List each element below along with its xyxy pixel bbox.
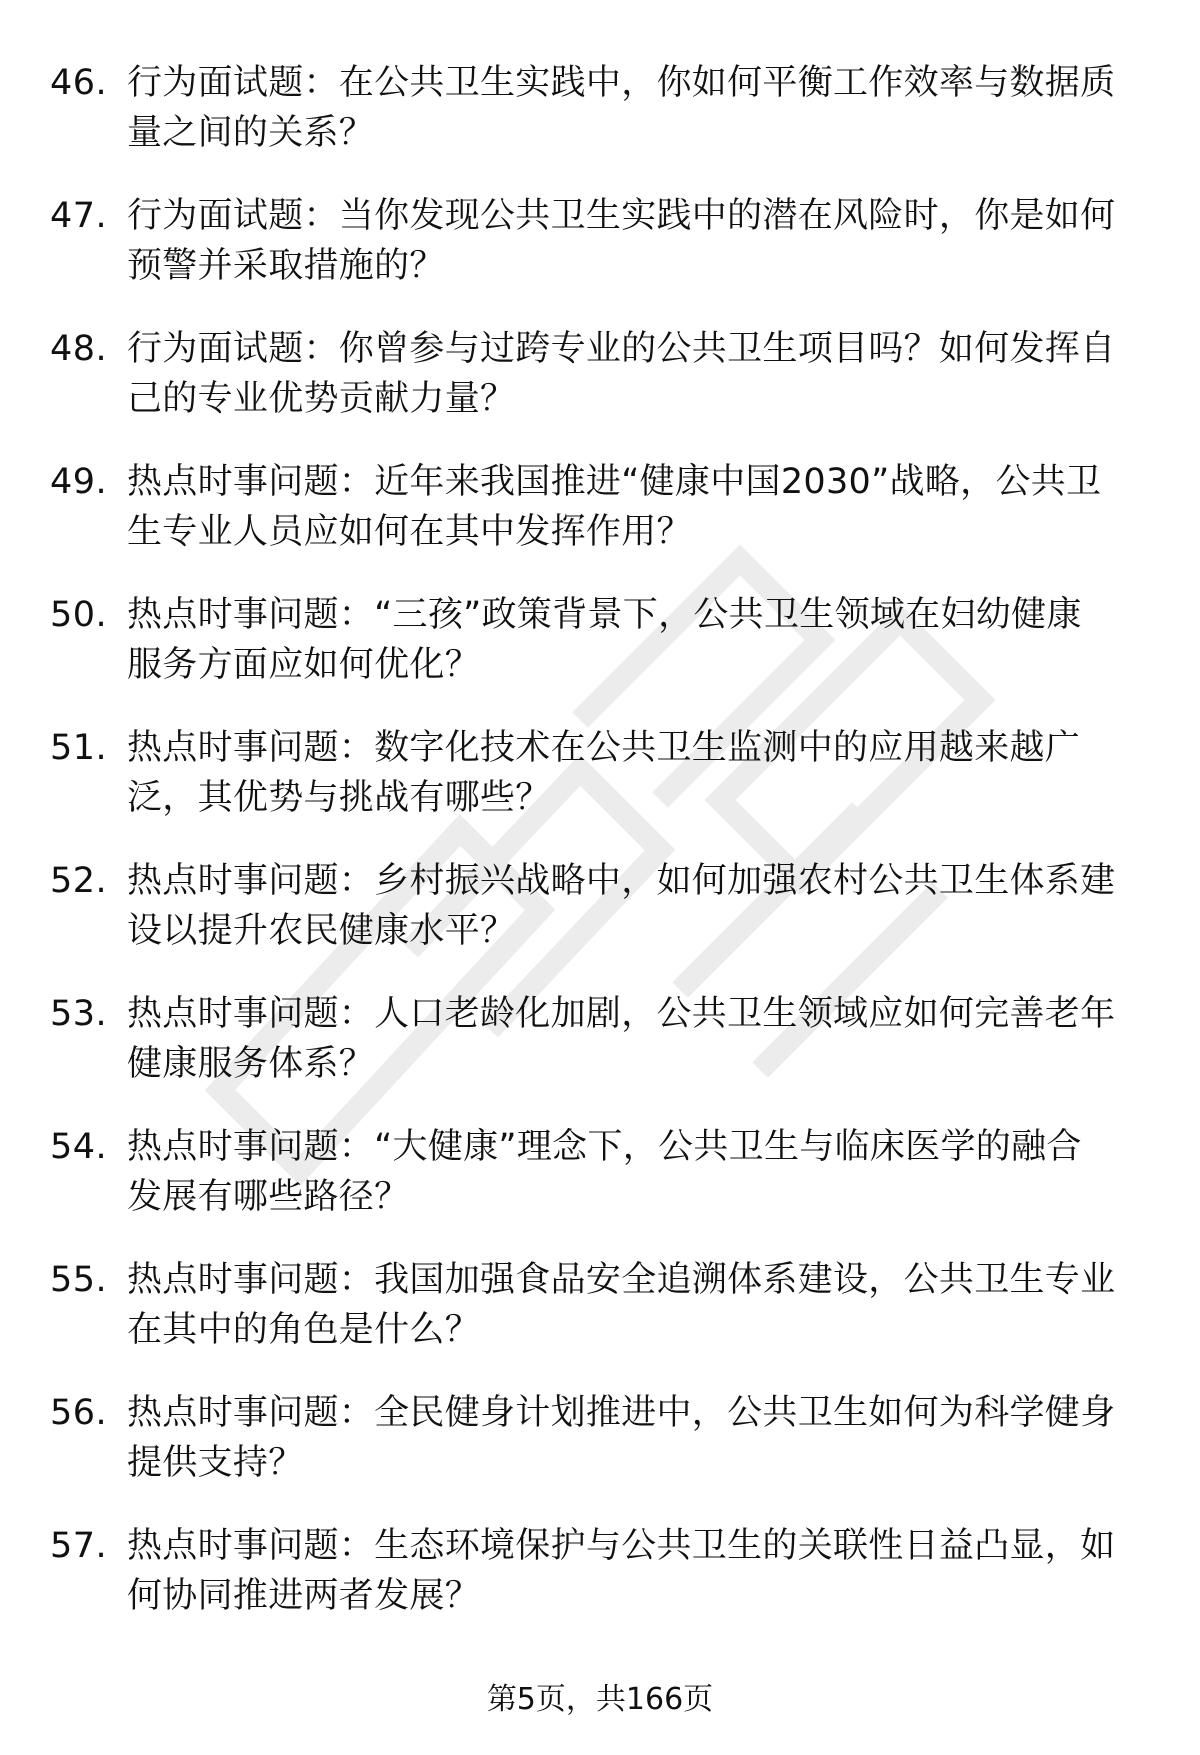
question-item — [0, 58, 1200, 191]
question-line: 己的专业优势贡献力量？ — [127, 379, 516, 419]
question-line: 健康服务体系？ — [127, 1044, 375, 1084]
question-number: 55. — [50, 1260, 108, 1300]
question-item — [0, 457, 1200, 590]
question-text — [127, 989, 1157, 1089]
question-line: 热点时事问题：全民健身计划推进中，公共卫生如何为科学健身 — [127, 1393, 1116, 1433]
question-text — [127, 1255, 1157, 1355]
question-line: 在其中的角色是什么？ — [127, 1310, 481, 1350]
question-line: 热点时事问题：人口老龄化加剧，公共卫生领域应如何完善老年 — [127, 994, 1116, 1034]
question-number: 47. — [50, 196, 108, 236]
question-line: 量之间的关系？ — [127, 113, 375, 153]
question-line: 热点时事问题：生态环境保护与公共卫生的关联性日益凸显，如 — [127, 1526, 1116, 1566]
question-line: 预警并采取措施的？ — [127, 246, 445, 286]
question-text — [127, 191, 1157, 291]
question-line: 行为面试题：当你发现公共卫生实践中的潜在风险时，你是如何 — [127, 196, 1116, 236]
question-item — [0, 191, 1200, 324]
question-text — [127, 324, 1157, 424]
question-number: 53. — [50, 994, 108, 1034]
question-number: 50. — [50, 595, 108, 635]
question-number: 46. — [50, 63, 108, 103]
question-text — [127, 58, 1157, 158]
question-text — [127, 1388, 1157, 1488]
question-number: 57. — [50, 1526, 108, 1566]
question-number: 52. — [50, 861, 108, 901]
question-text — [127, 457, 1157, 557]
question-line: 热点时事问题：“三孩”政策背景下，公共卫生领域在妇幼健康 — [127, 595, 1082, 635]
question-line: 发展有哪些路径？ — [127, 1177, 410, 1217]
question-number: 54. — [50, 1127, 108, 1167]
question-text — [127, 1122, 1157, 1222]
question-text — [127, 590, 1157, 690]
question-number: 48. — [50, 329, 108, 369]
question-line: 热点时事问题：我国加强食品安全追溯体系建设，公共卫生专业 — [127, 1260, 1116, 1300]
question-line: 行为面试题：在公共卫生实践中，你如何平衡工作效率与数据质 — [127, 63, 1116, 103]
question-number: 51. — [50, 728, 108, 768]
question-line: 生专业人员应如何在其中发挥作用？ — [127, 512, 692, 552]
question-item — [0, 1388, 1200, 1521]
question-line: 热点时事问题：“大健康”理念下，公共卫生与临床医学的融合 — [127, 1127, 1082, 1167]
question-text — [127, 856, 1157, 956]
question-text — [127, 723, 1157, 823]
question-item — [0, 324, 1200, 457]
question-list — [0, 58, 1200, 1654]
question-number: 56. — [50, 1393, 108, 1433]
question-line: 热点时事问题：乡村振兴战略中，如何加强农村公共卫生体系建 — [127, 861, 1116, 901]
question-line: 提供支持？ — [127, 1443, 304, 1483]
question-item — [0, 723, 1200, 856]
question-item — [0, 1521, 1200, 1654]
question-line: 热点时事问题：近年来我国推进“健康中国2030”战略，公共卫 — [127, 462, 1102, 502]
question-line: 热点时事问题：数字化技术在公共卫生监测中的应用越来越广 — [127, 728, 1081, 768]
question-number: 49. — [50, 462, 108, 502]
question-item — [0, 856, 1200, 989]
question-item — [0, 989, 1200, 1122]
question-item — [0, 1255, 1200, 1388]
question-line: 泛，其优势与挑战有哪些？ — [127, 778, 551, 818]
page-footer: 第5页，共166页 — [486, 1682, 714, 1717]
question-line: 何协同推进两者发展？ — [127, 1576, 481, 1616]
question-line: 设以提升农民健康水平？ — [127, 911, 516, 951]
question-item — [0, 590, 1200, 723]
question-text — [127, 1521, 1157, 1621]
question-line: 行为面试题：你曾参与过跨专业的公共卫生项目吗？如何发挥自 — [127, 329, 1116, 369]
question-item — [0, 1122, 1200, 1255]
question-line: 服务方面应如何优化？ — [127, 645, 481, 685]
